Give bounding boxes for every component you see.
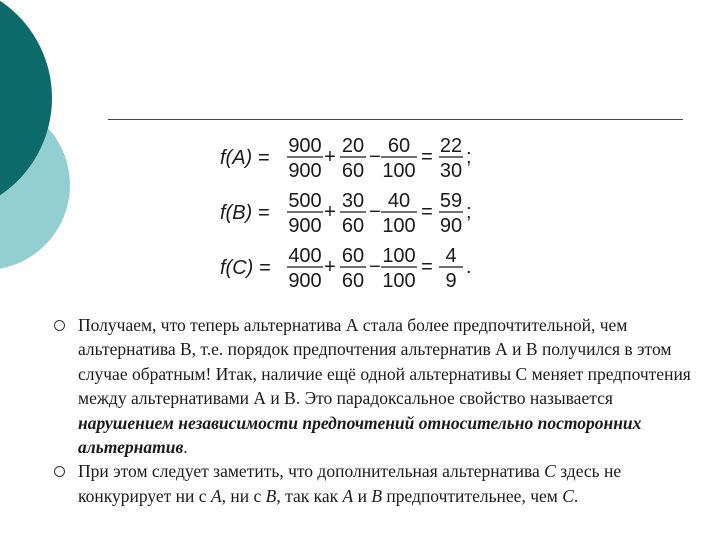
bullet-text-end: .: [183, 437, 188, 458]
numerator: 400: [288, 245, 322, 267]
numerator: 4: [445, 245, 457, 267]
bullet-text-part: здесь не конкурирует ни с: [78, 461, 622, 506]
denominator: 100: [382, 215, 416, 237]
decorative-circles: [0, 0, 90, 300]
horizontal-rule: [108, 119, 683, 120]
denominator: 900: [288, 215, 322, 237]
numerator: 60: [341, 245, 365, 267]
formula-svg: [218, 130, 498, 295]
formula-terminator: ;: [466, 146, 472, 168]
variable-a: A: [342, 485, 354, 506]
numerator: 22: [439, 135, 463, 157]
denominator: 60: [341, 160, 365, 182]
operator: =: [421, 256, 433, 278]
operator: =: [421, 201, 433, 223]
numerator: 30: [341, 190, 365, 212]
numerator: 60: [387, 135, 411, 157]
denominator: 60: [341, 215, 365, 237]
bullet-text-part: предпочтительнее, чем: [382, 485, 563, 506]
numerator: 100: [382, 245, 416, 267]
denominator: 30: [439, 160, 463, 182]
denominator: 900: [288, 160, 322, 182]
denominator: 60: [341, 270, 365, 292]
formula-block: [218, 130, 498, 295]
denominator: 90: [439, 215, 463, 237]
variable-a: A: [210, 485, 222, 506]
operator: +: [324, 201, 336, 223]
hollow-circle-bullet-icon: [54, 320, 65, 331]
formula-lhs: f(C) =: [220, 257, 271, 279]
bullet-text-part: , ни с: [221, 485, 266, 506]
numerator: 900: [288, 135, 322, 157]
numerator: 59: [439, 190, 463, 212]
numerator: 20: [341, 135, 365, 157]
bullet-list: [54, 313, 694, 508]
operator: −: [369, 201, 381, 223]
variable-b: B: [265, 485, 277, 506]
operator: −: [369, 146, 381, 168]
denominator: 100: [382, 270, 416, 292]
bullet-text-part: , так как: [276, 485, 343, 506]
bullet-text-part: и: [353, 485, 372, 506]
bullet-text-part: При этом следует заметить, что дополнительная альтернатива: [78, 461, 545, 482]
hollow-circle-bullet-icon: [54, 466, 65, 477]
operator: −: [369, 256, 381, 278]
formula-terminator: .: [466, 256, 472, 278]
operator: =: [421, 146, 433, 168]
numerator: 500: [288, 190, 322, 212]
variable-b: B: [371, 485, 383, 506]
denominator: 9: [445, 270, 457, 292]
bullet-text: Получаем, что теперь альтернатива А стала более предпочтительной, чем альтернатива В, т.е. порядок предпочтения альтернатив А и В получился в этом случае обратным! Итак, наличие ещё одной альтернативы С меняет предпочтения между альтернативами А и В. Это парадоксальное свойство называется: [78, 315, 691, 409]
formula-terminator: ;: [466, 201, 472, 223]
emphasis-term: нарушением независимости предпочтений относительно посторонних альтернатив: [78, 412, 642, 458]
bullet-text-part: .: [573, 485, 579, 506]
variable-c: C: [544, 461, 556, 482]
operator: +: [324, 256, 336, 278]
bullet-item-note: [54, 459, 694, 508]
denominator: 100: [382, 160, 416, 182]
formula-lhs: f(B) =: [220, 202, 270, 224]
operator: +: [324, 146, 336, 168]
formula-lhs: f(A) =: [220, 147, 270, 169]
numerator: 40: [387, 190, 411, 212]
denominator: 900: [288, 270, 322, 292]
variable-c: C: [562, 485, 574, 506]
bullet-item-paradox: [54, 313, 694, 459]
